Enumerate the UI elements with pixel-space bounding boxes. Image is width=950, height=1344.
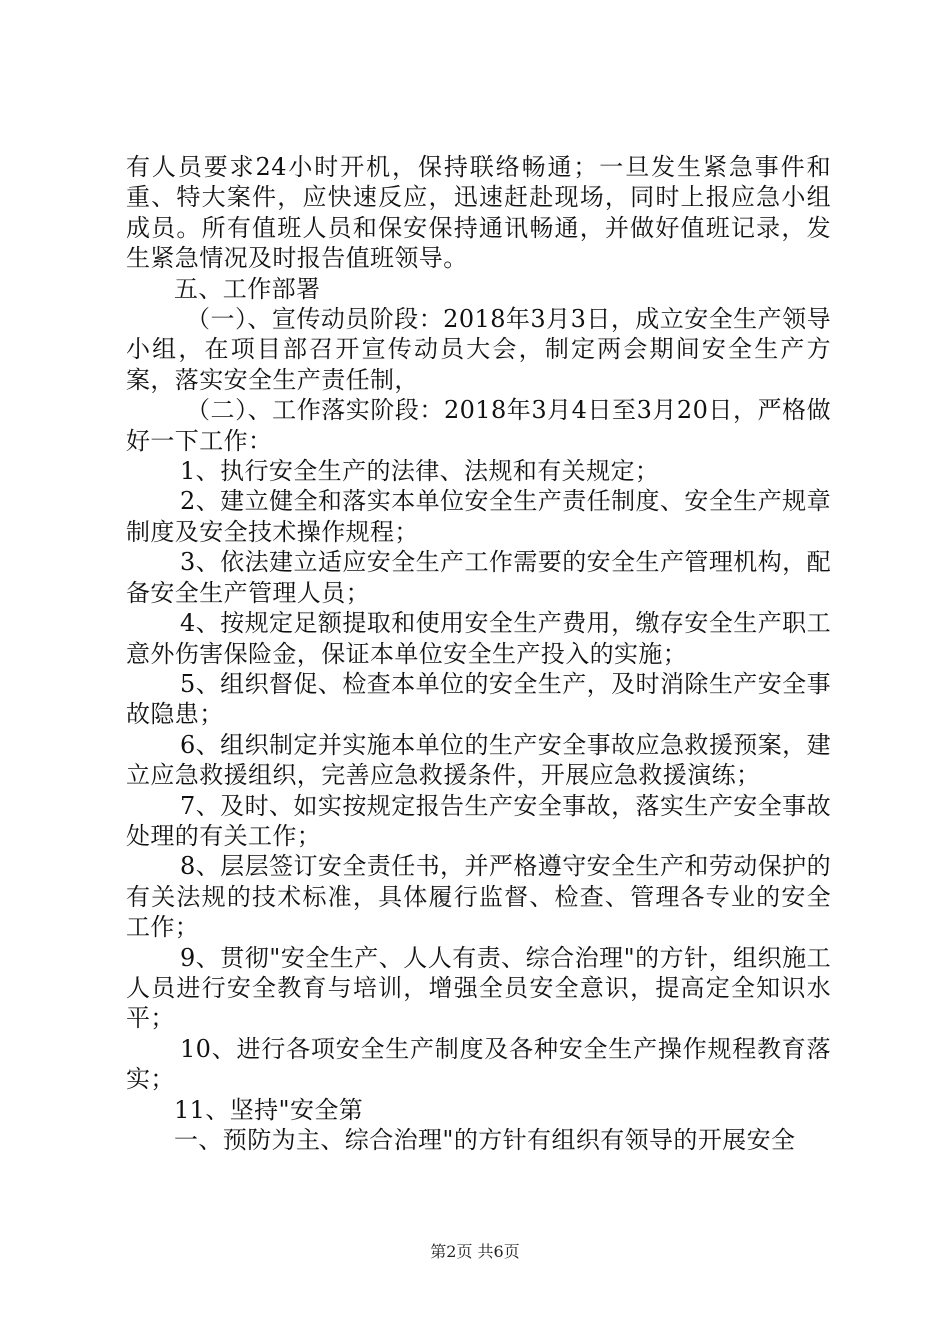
- list-item-6: 6、组织制定并实施本单位的生产安全事故应急救援预案，建立应急救援组织，完善应急救援条件，开展应急救援演练；: [126, 730, 831, 790]
- list-item-9: 9、贯彻"安全生产、人人有责、综合治理"的方针，组织施工人员进行安全教育与培训，增强全员安全意识，提高定全知识水平；: [126, 943, 831, 1033]
- list-item-1: 1、执行安全生产的法律、法规和有关规定；: [180, 457, 660, 486]
- list-item-10: 10、进行各项安全生产制度及各种安全生产操作规程教育落实；: [126, 1034, 831, 1094]
- paragraph-stage-one: （一）、宣传动员阶段：2018年3月3日，成立安全生产领导小组，在项目部召开宣传动员大会，制定两会期间安全生产方案，落实安全生产责任制，: [126, 305, 831, 394]
- list-item-7: 7、及时、如实按规定报告生产安全事故，落实生产安全事故处理的有关工作；: [126, 791, 831, 850]
- list-item-2: 2、建立健全和落实本单位安全生产责任制度、安全生产规章制度及安全技术操作规程；: [126, 487, 831, 546]
- section-heading-work-deployment: 五、工作部署: [174, 274, 321, 303]
- page-number-footer: 第2页 共6页: [430, 1242, 520, 1261]
- list-item-8: 8、层层签订安全责任书，并严格遵守安全生产和劳动保护的有关法规的技术标准，具体履行监督、检查、管理各专业的安全工作；: [126, 852, 831, 942]
- body-text: [126, 152, 831, 1155]
- list-item-3: 3、依法建立适应安全生产工作需要的安全生产管理机构，配备安全生产管理人员；: [126, 548, 831, 607]
- list-item-5: 5、组织督促、检查本单位的安全生产，及时消除生产安全事故隐患；: [126, 669, 831, 729]
- paragraph-continuation: 有人员要求24小时开机，保持联络畅通；一旦发生紧急事件和重、特大案件，应快速反应，迅速赶赴现场，同时上报应急小组成员。所有值班人员和保安保持通讯畅通，并做好值班记录，发生紧急情况及时报告值班领导。: [126, 153, 831, 273]
- list-item-11: 11、坚持"安全第: [174, 1095, 364, 1124]
- paragraph-continuation-end: 一、预防为主、综合治理"的方针有组织有领导的开展安全: [174, 1126, 796, 1154]
- list-item-4: 4、按规定足额提取和使用安全生产费用，缴存安全生产职工意外伤害保险金，保证本单位安全生产投入的实施；: [126, 609, 831, 668]
- paragraph-stage-two: （二）、工作落实阶段：2018年3月4日至3月20日，严格做好一下工作：: [126, 396, 831, 455]
